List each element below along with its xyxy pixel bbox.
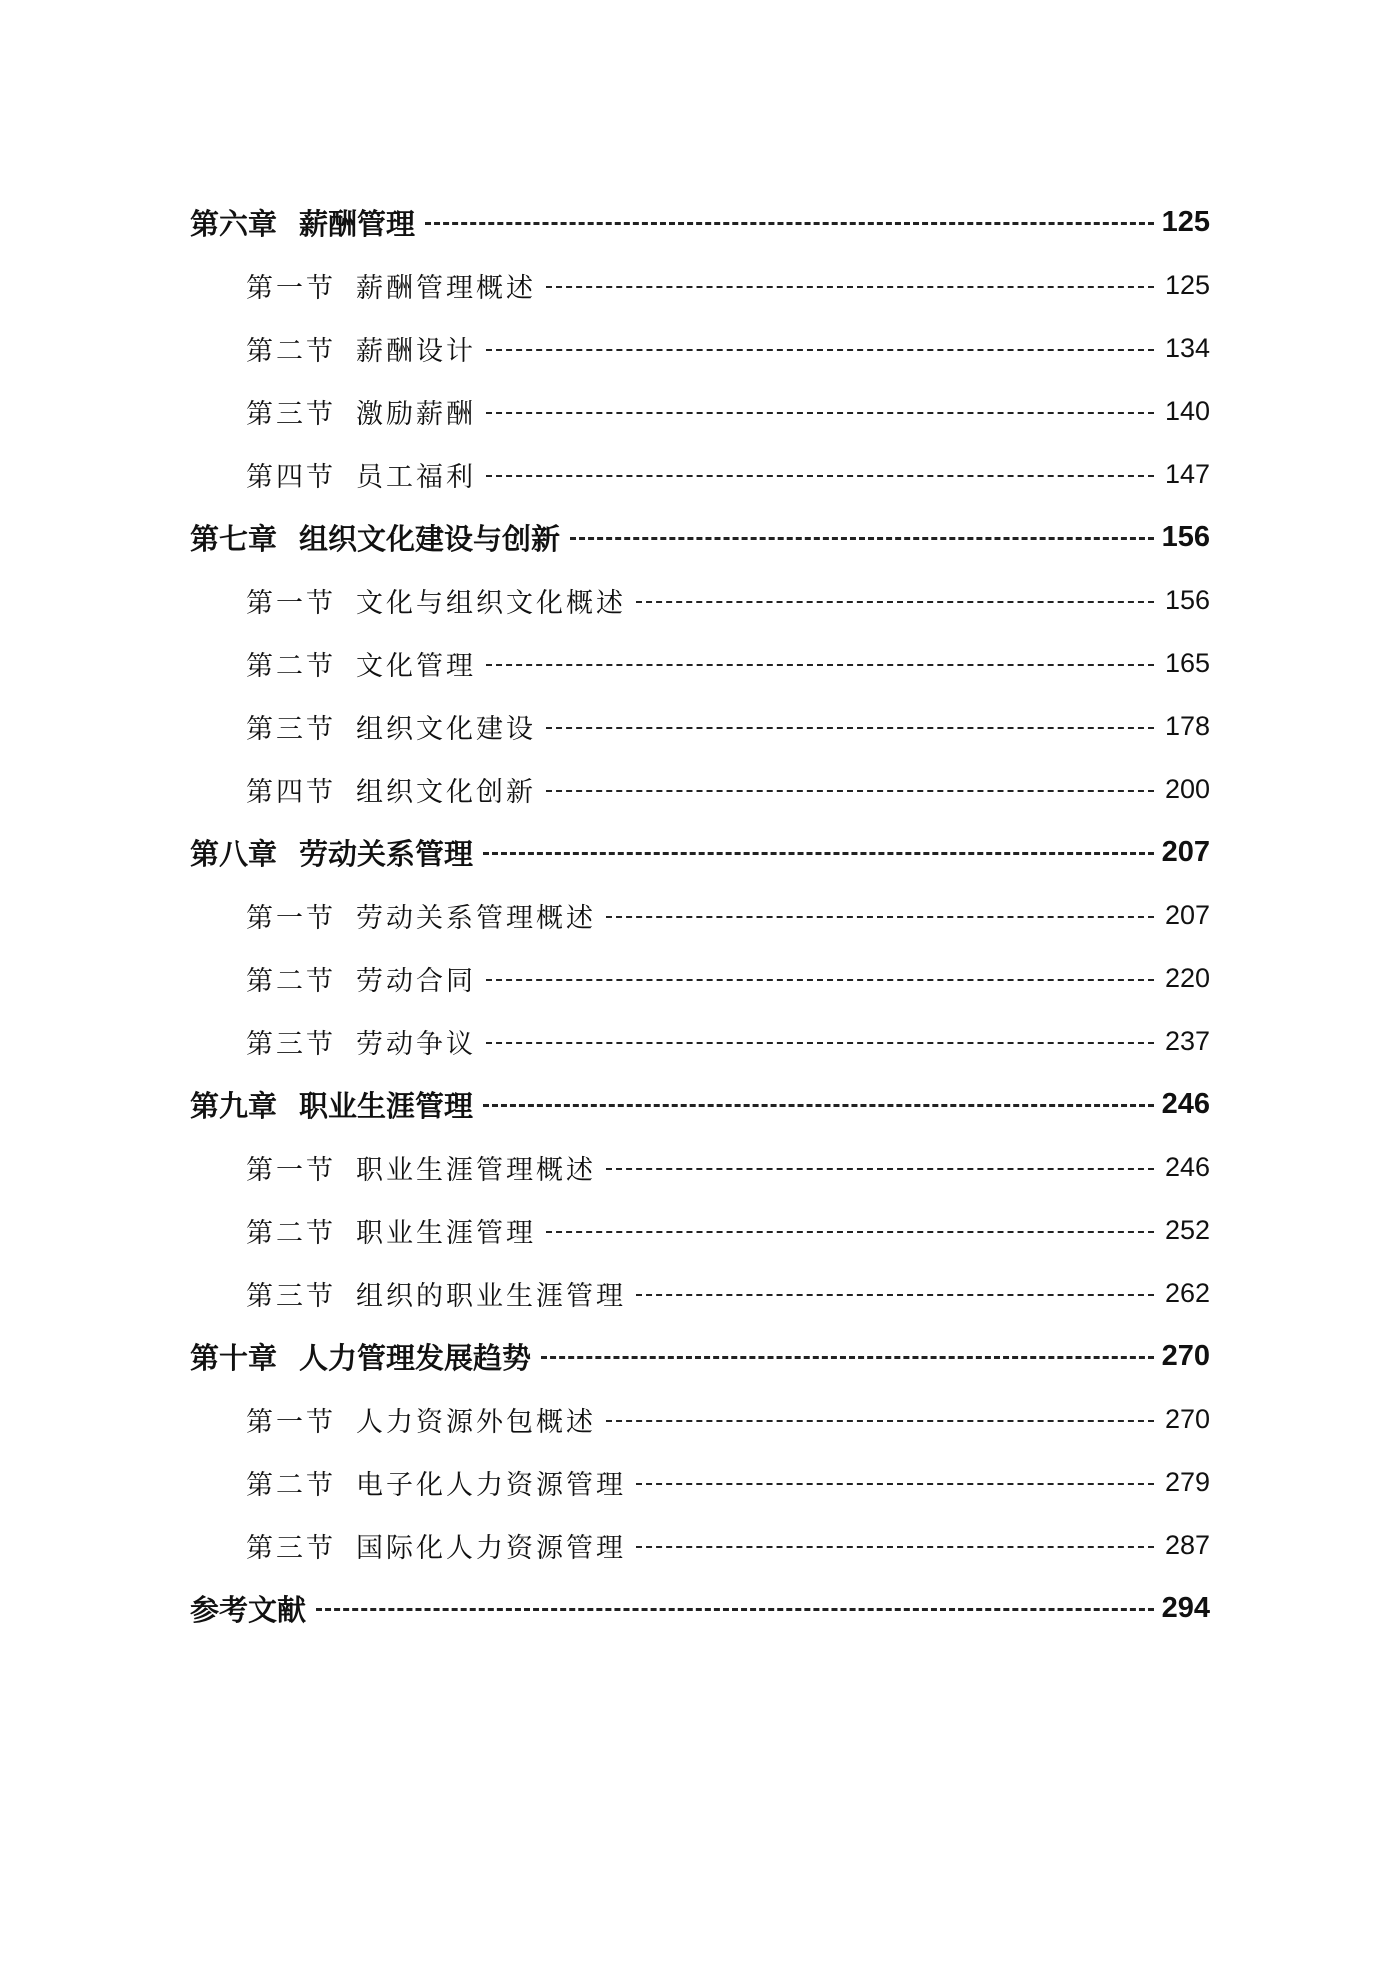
chapter-number: 第十章 bbox=[190, 1341, 278, 1375]
section-title: 组织文化创新 bbox=[356, 777, 536, 808]
toc-section-row[interactable] bbox=[190, 1010, 1210, 1073]
page-number: 200 bbox=[1164, 774, 1210, 804]
toc-entry-label bbox=[246, 1400, 596, 1439]
section-number: 第一节 bbox=[246, 588, 336, 619]
page-number: 207 bbox=[1164, 900, 1210, 930]
page-number: 294 bbox=[1161, 1592, 1210, 1624]
chapter-title: 人力管理发展趋势 bbox=[299, 1341, 532, 1375]
dash-leader bbox=[636, 601, 1154, 603]
page-number: 156 bbox=[1164, 585, 1210, 615]
toc-entry-label bbox=[246, 455, 476, 494]
page-number: 134 bbox=[1164, 333, 1210, 363]
toc-section-row[interactable] bbox=[190, 380, 1210, 443]
toc-section-row[interactable] bbox=[190, 569, 1210, 632]
toc-section-row[interactable] bbox=[190, 758, 1210, 821]
dash-leader bbox=[541, 1356, 1154, 1359]
chapter-title: 参考文献 bbox=[190, 1593, 307, 1627]
toc-entry-label bbox=[246, 1526, 626, 1565]
table-of-contents bbox=[190, 191, 1210, 1640]
section-number: 第二节 bbox=[246, 966, 336, 997]
chapter-title: 组织文化建设与创新 bbox=[299, 522, 561, 556]
section-number: 第二节 bbox=[246, 651, 336, 682]
dash-leader bbox=[546, 286, 1154, 288]
toc-entry-label bbox=[246, 1148, 596, 1187]
page-number: 279 bbox=[1164, 1467, 1210, 1497]
toc-entry-label bbox=[246, 644, 476, 683]
toc-entry-label bbox=[246, 1463, 626, 1502]
dash-leader bbox=[570, 537, 1154, 540]
section-number: 第三节 bbox=[246, 1029, 336, 1060]
page-number: 165 bbox=[1164, 648, 1210, 678]
section-number: 第三节 bbox=[246, 399, 336, 430]
toc-entry-label bbox=[190, 1588, 306, 1629]
section-title: 劳动关系管理概述 bbox=[356, 903, 596, 934]
toc-entry-label bbox=[246, 266, 536, 305]
section-title: 劳动争议 bbox=[356, 1029, 476, 1060]
toc-section-row[interactable] bbox=[190, 254, 1210, 317]
chapter-title: 职业生涯管理 bbox=[299, 1089, 474, 1123]
section-title: 组织的职业生涯管理 bbox=[356, 1281, 626, 1312]
toc-chapter-row[interactable] bbox=[190, 506, 1210, 569]
page-number: 178 bbox=[1164, 711, 1210, 741]
toc-section-row[interactable] bbox=[190, 695, 1210, 758]
page-number: 237 bbox=[1164, 1026, 1210, 1056]
page-number: 246 bbox=[1164, 1152, 1210, 1182]
page-number: 252 bbox=[1164, 1215, 1210, 1245]
section-number: 第三节 bbox=[246, 1281, 336, 1312]
dash-leader bbox=[546, 1231, 1154, 1233]
toc-entry-label bbox=[246, 1211, 536, 1250]
section-title: 激励薪酬 bbox=[356, 399, 476, 430]
toc-chapter-row[interactable] bbox=[190, 821, 1210, 884]
dash-leader bbox=[546, 727, 1154, 729]
chapter-title: 劳动关系管理 bbox=[299, 837, 474, 871]
dash-leader bbox=[606, 1168, 1154, 1170]
page-number: 207 bbox=[1161, 836, 1210, 868]
section-title: 职业生涯管理 bbox=[356, 1218, 536, 1249]
page-number: 140 bbox=[1164, 396, 1210, 426]
toc-chapter-row[interactable] bbox=[190, 191, 1210, 254]
toc-section-row[interactable] bbox=[190, 1388, 1210, 1451]
page-number: 125 bbox=[1164, 270, 1210, 300]
dash-leader bbox=[483, 1104, 1154, 1107]
section-title: 薪酬管理概述 bbox=[356, 273, 536, 304]
toc-section-row[interactable] bbox=[190, 632, 1210, 695]
dash-leader bbox=[486, 664, 1154, 666]
toc-chapter-row[interactable] bbox=[190, 1073, 1210, 1136]
section-number: 第一节 bbox=[246, 1155, 336, 1186]
section-number: 第一节 bbox=[246, 903, 336, 934]
section-title: 薪酬设计 bbox=[356, 336, 476, 367]
toc-section-row[interactable] bbox=[190, 317, 1210, 380]
page-number: 246 bbox=[1161, 1088, 1210, 1120]
chapter-number: 第七章 bbox=[190, 522, 278, 556]
section-title: 文化管理 bbox=[356, 651, 476, 682]
section-number: 第四节 bbox=[246, 462, 336, 493]
toc-section-row[interactable] bbox=[190, 1136, 1210, 1199]
toc-section-row[interactable] bbox=[190, 1451, 1210, 1514]
toc-section-row[interactable] bbox=[190, 1514, 1210, 1577]
page-number: 220 bbox=[1164, 963, 1210, 993]
toc-section-row[interactable] bbox=[190, 947, 1210, 1010]
dash-leader bbox=[636, 1483, 1154, 1485]
toc-chapter-row[interactable] bbox=[190, 1577, 1210, 1640]
page-number: 270 bbox=[1161, 1340, 1210, 1372]
page-number: 147 bbox=[1164, 459, 1210, 489]
section-number: 第三节 bbox=[246, 714, 336, 745]
section-title: 劳动合同 bbox=[356, 966, 476, 997]
toc-entry-label bbox=[190, 517, 560, 558]
section-title: 文化与组织文化概述 bbox=[356, 588, 626, 619]
chapter-number: 第八章 bbox=[190, 837, 278, 871]
dash-leader bbox=[486, 979, 1154, 981]
dash-leader bbox=[606, 916, 1154, 918]
dash-leader bbox=[425, 222, 1154, 225]
section-title: 电子化人力资源管理 bbox=[356, 1470, 626, 1501]
page-number: 125 bbox=[1161, 206, 1210, 238]
toc-entry-label bbox=[190, 832, 473, 873]
dash-leader bbox=[636, 1294, 1154, 1296]
section-number: 第四节 bbox=[246, 777, 336, 808]
toc-entry-label bbox=[246, 1274, 626, 1313]
toc-entry-label bbox=[246, 329, 476, 368]
toc-entry-label bbox=[190, 202, 415, 243]
toc-entry-label bbox=[246, 770, 536, 809]
chapter-number: 第九章 bbox=[190, 1089, 278, 1123]
dash-leader bbox=[546, 790, 1154, 792]
section-number: 第二节 bbox=[246, 336, 336, 367]
toc-entry-label bbox=[246, 1022, 476, 1061]
page-number: 156 bbox=[1161, 521, 1210, 553]
toc-entry-label bbox=[246, 581, 626, 620]
dash-leader bbox=[486, 349, 1154, 351]
dash-leader bbox=[486, 412, 1154, 414]
dash-leader bbox=[606, 1420, 1154, 1422]
section-number: 第一节 bbox=[246, 1407, 336, 1438]
toc-entry-label bbox=[246, 959, 476, 998]
toc-section-row[interactable] bbox=[190, 443, 1210, 506]
toc-section-row[interactable] bbox=[190, 1199, 1210, 1262]
toc-chapter-row[interactable] bbox=[190, 1325, 1210, 1388]
section-title: 人力资源外包概述 bbox=[356, 1407, 596, 1438]
toc-entry-label bbox=[190, 1336, 531, 1377]
toc-entry-label bbox=[190, 1084, 473, 1125]
section-number: 第一节 bbox=[246, 273, 336, 304]
page-number: 270 bbox=[1164, 1404, 1210, 1434]
section-title: 职业生涯管理概述 bbox=[356, 1155, 596, 1186]
section-title: 组织文化建设 bbox=[356, 714, 536, 745]
toc-entry-label bbox=[246, 896, 596, 935]
dash-leader bbox=[316, 1608, 1154, 1611]
toc-section-row[interactable] bbox=[190, 884, 1210, 947]
toc-section-row[interactable] bbox=[190, 1262, 1210, 1325]
chapter-number: 第六章 bbox=[190, 207, 278, 241]
chapter-title: 薪酬管理 bbox=[299, 207, 416, 241]
section-number: 第二节 bbox=[246, 1470, 336, 1501]
section-title: 国际化人力资源管理 bbox=[356, 1533, 626, 1564]
page-number: 287 bbox=[1164, 1530, 1210, 1560]
section-number: 第三节 bbox=[246, 1533, 336, 1564]
dash-leader bbox=[483, 852, 1154, 855]
toc-entry-label bbox=[246, 707, 536, 746]
section-title: 员工福利 bbox=[356, 462, 476, 493]
toc-entry-label bbox=[246, 392, 476, 431]
dash-leader bbox=[636, 1546, 1154, 1548]
dash-leader bbox=[486, 1042, 1154, 1044]
page-number: 262 bbox=[1164, 1278, 1210, 1308]
section-number: 第二节 bbox=[246, 1218, 336, 1249]
dash-leader bbox=[486, 475, 1154, 477]
